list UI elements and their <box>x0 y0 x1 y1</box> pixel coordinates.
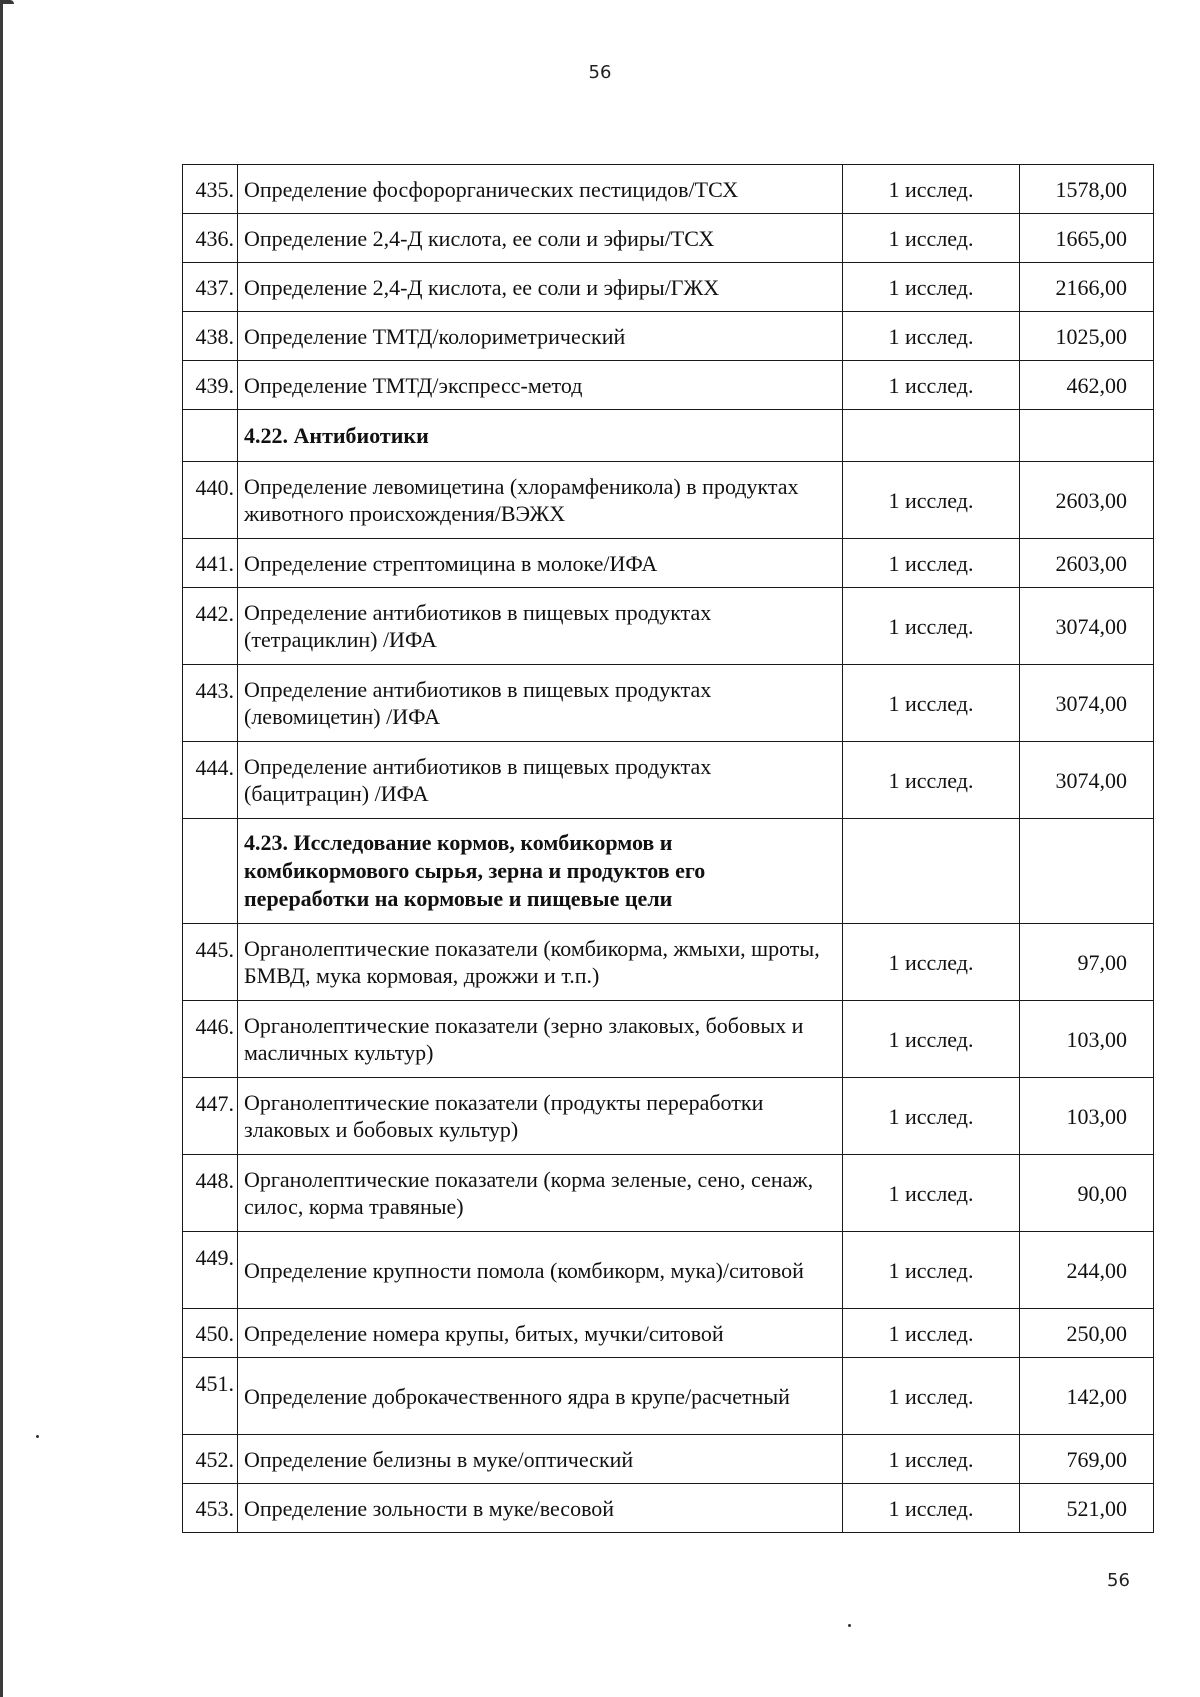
scan-left-edge <box>0 0 3 1697</box>
row-number: 441. <box>183 539 238 588</box>
price-table-body <box>183 165 1154 1533</box>
row-name: Определение белизны в муке/оптический <box>238 1435 843 1484</box>
row-unit <box>843 819 1020 924</box>
table-row <box>183 1001 1154 1078</box>
table-row <box>183 165 1154 214</box>
row-name: 4.22. Антибиотики <box>238 410 843 462</box>
row-name: Определение левомицетина (хлорамфеникола) в продуктах животного происхождения/ВЭЖХ <box>238 462 843 539</box>
row-unit <box>843 410 1020 462</box>
table-row <box>183 1078 1154 1155</box>
row-number: 437. <box>183 263 238 312</box>
row-number <box>183 410 238 462</box>
row-unit: 1 исслед. <box>843 1232 1020 1309</box>
row-price: 2603,00 <box>1020 539 1154 588</box>
row-number: 439. <box>183 361 238 410</box>
scan-corner-mark <box>0 0 14 4</box>
scan-speck <box>848 1624 851 1627</box>
row-name: Определение 2,4-Д кислота, ее соли и эфиры/ТСХ <box>238 214 843 263</box>
table-row <box>183 1309 1154 1358</box>
row-number: 451. <box>183 1358 238 1435</box>
row-unit: 1 исслед. <box>843 214 1020 263</box>
page-number-bottom: 56 <box>1107 1570 1130 1591</box>
row-number: 452. <box>183 1435 238 1484</box>
table-row <box>183 462 1154 539</box>
row-unit: 1 исслед. <box>843 263 1020 312</box>
table-row <box>183 1358 1154 1435</box>
row-unit: 1 исслед. <box>843 1309 1020 1358</box>
row-number: 449. <box>183 1232 238 1309</box>
row-unit: 1 исслед. <box>843 1155 1020 1232</box>
row-price: 2166,00 <box>1020 263 1154 312</box>
row-unit: 1 исслед. <box>843 1484 1020 1533</box>
row-name: Определение доброкачественного ядра в крупе/расчетный <box>238 1358 843 1435</box>
row-number: 450. <box>183 1309 238 1358</box>
row-price: 250,00 <box>1020 1309 1154 1358</box>
page-number-top: 56 <box>588 62 612 83</box>
table-row <box>183 312 1154 361</box>
row-unit: 1 исслед. <box>843 165 1020 214</box>
row-unit: 1 исслед. <box>843 742 1020 819</box>
row-name: Органолептические показатели (зерно злаковых, бобовых и масличных культур) <box>238 1001 843 1078</box>
row-price: 769,00 <box>1020 1435 1154 1484</box>
row-price <box>1020 819 1154 924</box>
row-price: 1665,00 <box>1020 214 1154 263</box>
row-number: 445. <box>183 924 238 1001</box>
row-number: 438. <box>183 312 238 361</box>
row-price: 1578,00 <box>1020 165 1154 214</box>
row-unit: 1 исслед. <box>843 665 1020 742</box>
row-price: 103,00 <box>1020 1078 1154 1155</box>
row-name: Органолептические показатели (продукты переработки злаковых и бобовых культур) <box>238 1078 843 1155</box>
row-number: 442. <box>183 588 238 665</box>
section-header-row <box>183 819 1154 924</box>
row-name: Определение антибиотиков в пищевых продуктах (левомицетин) /ИФА <box>238 665 843 742</box>
row-unit: 1 исслед. <box>843 1435 1020 1484</box>
row-name: Органолептические показатели (комбикорма, жмыхи, шроты, БМВД, мука кормовая, дрожжи и т.п.) <box>238 924 843 1001</box>
scan-speck <box>36 1435 39 1438</box>
row-price: 97,00 <box>1020 924 1154 1001</box>
row-number: 453. <box>183 1484 238 1533</box>
table-row <box>183 1484 1154 1533</box>
row-unit: 1 исслед. <box>843 1001 1020 1078</box>
row-name: Определение ТМТД/колориметрический <box>238 312 843 361</box>
table-row <box>183 263 1154 312</box>
row-name: Определение антибиотиков в пищевых продуктах (тетрациклин) /ИФА <box>238 588 843 665</box>
row-name: Определение 2,4-Д кислота, ее соли и эфиры/ГЖХ <box>238 263 843 312</box>
row-name: 4.23. Исследование кормов, комбикормов и комбикормового сырья, зерна и продуктов его переработки на кормовые и пищевые цели <box>238 819 843 924</box>
row-number <box>183 819 238 924</box>
row-price: 142,00 <box>1020 1358 1154 1435</box>
row-number: 446. <box>183 1001 238 1078</box>
row-price: 2603,00 <box>1020 462 1154 539</box>
row-number: 444. <box>183 742 238 819</box>
row-name: Определение ТМТД/экспресс-метод <box>238 361 843 410</box>
row-number: 440. <box>183 462 238 539</box>
row-unit: 1 исслед. <box>843 361 1020 410</box>
row-number: 448. <box>183 1155 238 1232</box>
row-name: Определение антибиотиков в пищевых продуктах (бацитрацин) /ИФА <box>238 742 843 819</box>
row-number: 436. <box>183 214 238 263</box>
row-unit: 1 исслед. <box>843 588 1020 665</box>
row-unit: 1 исслед. <box>843 539 1020 588</box>
table-row <box>183 539 1154 588</box>
row-price <box>1020 410 1154 462</box>
row-price: 90,00 <box>1020 1155 1154 1232</box>
table-row <box>183 665 1154 742</box>
row-unit: 1 исслед. <box>843 462 1020 539</box>
row-unit: 1 исслед. <box>843 312 1020 361</box>
table-row <box>183 1435 1154 1484</box>
table-row <box>183 1232 1154 1309</box>
row-unit: 1 исслед. <box>843 1078 1020 1155</box>
table-row <box>183 742 1154 819</box>
row-price: 3074,00 <box>1020 665 1154 742</box>
row-unit: 1 исслед. <box>843 1358 1020 1435</box>
row-price: 462,00 <box>1020 361 1154 410</box>
table-row <box>183 361 1154 410</box>
row-unit: 1 исслед. <box>843 924 1020 1001</box>
table-row <box>183 588 1154 665</box>
row-name: Органолептические показатели (корма зеленые, сено, сенаж, силос, корма травяные) <box>238 1155 843 1232</box>
row-price: 244,00 <box>1020 1232 1154 1309</box>
table-row <box>183 924 1154 1001</box>
row-price: 103,00 <box>1020 1001 1154 1078</box>
row-name: Определение зольности в муке/весовой <box>238 1484 843 1533</box>
table-row <box>183 1155 1154 1232</box>
row-price: 3074,00 <box>1020 742 1154 819</box>
table-row <box>183 214 1154 263</box>
row-name: Определение фосфорорганических пестицидов/ТСХ <box>238 165 843 214</box>
row-number: 435. <box>183 165 238 214</box>
row-number: 443. <box>183 665 238 742</box>
row-name: Определение крупности помола (комбикорм, мука)/ситовой <box>238 1232 843 1309</box>
row-number: 447. <box>183 1078 238 1155</box>
price-table <box>182 164 1154 1533</box>
row-name: Определение стрептомицина в молоке/ИФА <box>238 539 843 588</box>
row-price: 521,00 <box>1020 1484 1154 1533</box>
row-name: Определение номера крупы, битых, мучки/ситовой <box>238 1309 843 1358</box>
section-header-row <box>183 410 1154 462</box>
row-price: 1025,00 <box>1020 312 1154 361</box>
row-price: 3074,00 <box>1020 588 1154 665</box>
